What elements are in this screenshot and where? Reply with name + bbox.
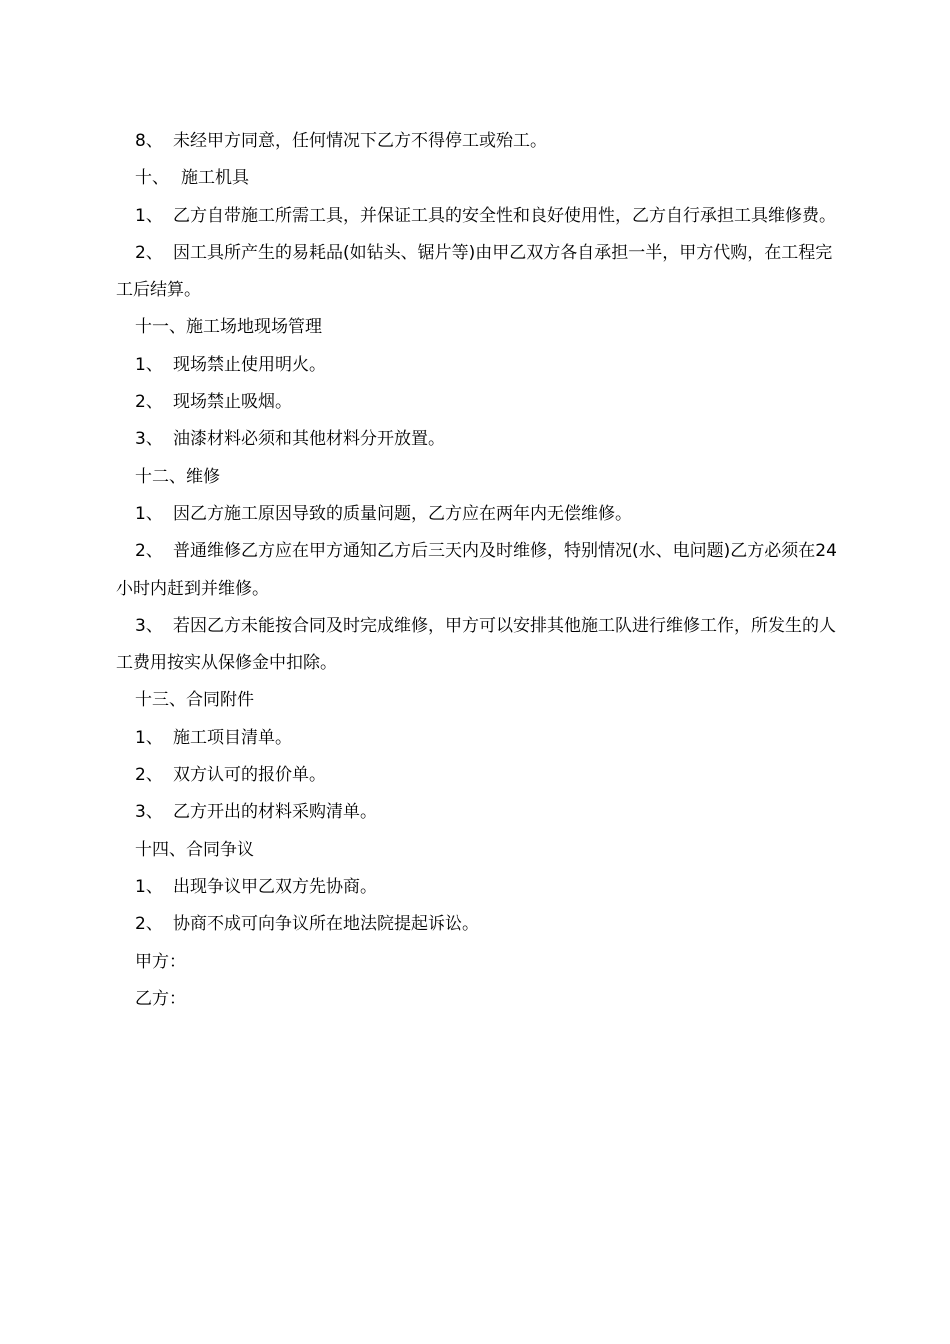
clause-13-3 xyxy=(116,794,840,831)
section-title: 施工机具 xyxy=(181,168,249,189)
clause-number: 2、 xyxy=(135,914,163,935)
clause-text: 普通维修乙方应在甲方通知乙方后三天内及时维修，特别情况(水、电问题)乙方必须在24小时内赶到并维修。 xyxy=(116,541,837,599)
clause-13-1 xyxy=(116,720,840,757)
section-title: 十一、施工场地现场管理 xyxy=(135,317,322,338)
clause-text: 乙方开出的材料采购清单。 xyxy=(173,802,377,823)
clause-12-2 xyxy=(116,533,840,608)
clause-text: 乙方自带施工所需工具，并保证工具的安全性和良好使用性，乙方自行承担工具维修费。 xyxy=(173,205,836,226)
section-title: 十二、维修 xyxy=(135,466,220,487)
clause-number: 1、 xyxy=(135,205,163,226)
party-a-signature-label xyxy=(116,944,840,981)
clause-number: 3、 xyxy=(135,615,163,636)
section-heading-12 xyxy=(116,459,840,496)
clause-number: 2、 xyxy=(135,392,163,413)
clause-12-3 xyxy=(116,608,840,683)
clause-text: 未经甲方同意，任何情况下乙方不得停工或殆工。 xyxy=(173,131,547,151)
clause-text: 油漆材料必须和其他材料分开放置。 xyxy=(173,429,445,450)
clause-8 xyxy=(116,123,840,160)
clause-text: 因工具所产生的易耗品(如钻头、锯片等)由甲乙双方各自承担一半，甲方代购，在工程完工后结算。 xyxy=(116,242,833,301)
document-body xyxy=(116,123,840,1018)
party-b-signature-label xyxy=(116,981,840,1018)
clause-text: 出现争议甲乙双方先协商。 xyxy=(173,876,377,897)
clause-11-3 xyxy=(116,421,840,458)
clause-number: 1、 xyxy=(135,503,163,524)
section-number: 十、 xyxy=(135,168,169,189)
clause-14-2 xyxy=(116,906,840,943)
section-heading-11 xyxy=(116,309,840,346)
clause-number: 1、 xyxy=(135,727,163,748)
clause-number: 1、 xyxy=(135,876,163,897)
clause-text: 施工项目清单。 xyxy=(173,727,292,748)
section-title: 十三、合同附件 xyxy=(135,690,254,711)
clause-11-1 xyxy=(116,347,840,384)
party-b-label: 乙方： xyxy=(135,988,186,1009)
section-heading-13 xyxy=(116,682,840,719)
clause-number: 8、 xyxy=(135,131,163,151)
section-heading-14 xyxy=(116,832,840,869)
clause-number: 2、 xyxy=(135,242,163,263)
clause-text: 因乙方施工原因导致的质量问题，乙方应在两年内无偿维修。 xyxy=(173,503,632,524)
clause-12-1 xyxy=(116,496,840,533)
clause-text: 现场禁止使用明火。 xyxy=(173,354,326,375)
clause-number: 3、 xyxy=(135,802,163,823)
clause-11-2 xyxy=(116,384,840,421)
clause-number: 2、 xyxy=(135,541,163,562)
clause-number: 3、 xyxy=(135,429,163,450)
clause-text: 双方认可的报价单。 xyxy=(173,765,326,786)
party-a-label: 甲方： xyxy=(135,951,186,972)
clause-10-1 xyxy=(116,198,840,235)
section-heading-10 xyxy=(116,160,840,197)
clause-text: 协商不成可向争议所在地法院提起诉讼。 xyxy=(173,914,479,935)
clause-number: 1、 xyxy=(135,354,163,375)
clause-14-1 xyxy=(116,869,840,906)
clause-number: 2、 xyxy=(135,765,163,786)
clause-text: 若因乙方未能按合同及时完成维修，甲方可以安排其他施工队进行维修工作，所发生的人工费用按实从保修金中扣除。 xyxy=(116,615,836,674)
clause-10-2 xyxy=(116,235,840,310)
clause-text: 现场禁止吸烟。 xyxy=(173,392,292,413)
clause-13-2 xyxy=(116,757,840,794)
section-title: 十四、合同争议 xyxy=(135,839,254,860)
